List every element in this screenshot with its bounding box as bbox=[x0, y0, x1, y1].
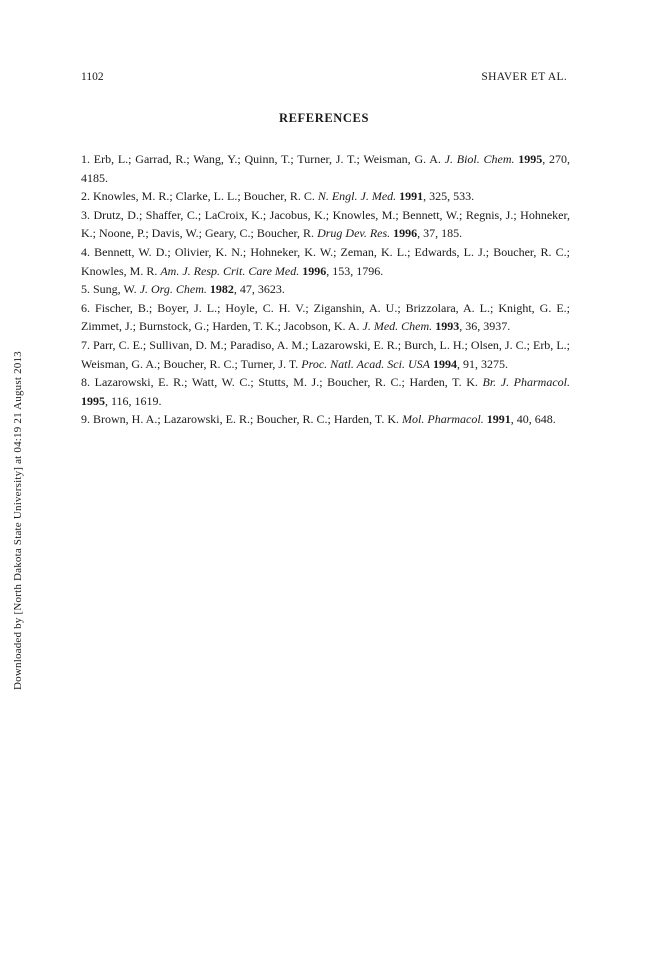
reference-authors: Knowles, M. R.; Clarke, L. L.; Boucher, R. C. bbox=[93, 189, 315, 204]
reference-item: 1. Erb, L.; Garrad, R.; Wang, Y.; Quinn, T.; Turner, J. T.; Weisman, G. A. J. Biol. Chem. 1995, 270, 4185. bbox=[81, 152, 571, 185]
reference-journal: Proc. Natl. Acad. Sci. USA bbox=[301, 356, 430, 371]
reference-item: 8. Lazarowski, E. R.; Watt, W. C.; Stutts, M. J.; Boucher, R. C.; Harden, T. K. Br. J. Pharmacol. 1995, 116, 1619. bbox=[81, 375, 571, 408]
reference-year: 1993 bbox=[435, 319, 460, 334]
reference-volume-pages: 153, 1796. bbox=[332, 263, 384, 278]
reference-number: 8 bbox=[81, 375, 87, 390]
reference-journal: N. Engl. J. Med. bbox=[317, 189, 397, 204]
reference-number: 5 bbox=[81, 282, 87, 297]
reference-number: 4 bbox=[81, 244, 87, 259]
reference-number: 7 bbox=[81, 337, 87, 352]
reference-authors: Parr, C. E.; Sullivan, D. M.; Paradiso, A. M.; Lazarowski, E. R.; Burch, L. H.; Olsen, J. C.; Erb, L.; Weisman, G. A.; Boucher, R. C.; Turner, J. T. bbox=[81, 337, 570, 371]
reference-journal: J. Biol. Chem. bbox=[444, 152, 515, 166]
reference-item: 9. Brown, H. A.; Lazarowski, E. R.; Boucher, R. C.; Harden, T. K. Mol. Pharmacol. 1991, 40, 648. bbox=[81, 412, 556, 427]
reference-volume-pages: 116, 1619. bbox=[111, 393, 162, 408]
reference-authors: Drutz, D.; Shaffer, C.; LaCroix, K.; Jacobus, K.; Knowles, M.; Bennett, W.; Regnis, J.; Hohneker, K.; Noone, P.; Davis, W.; Geary, C.; Boucher, R. bbox=[81, 207, 571, 241]
reference-year: 1995 bbox=[518, 152, 543, 166]
reference-list bbox=[81, 150, 570, 429]
section-title: REFERENCES bbox=[278, 111, 370, 125]
reference-year: 1996 bbox=[393, 226, 418, 241]
download-watermark: Downloaded by [North Dakota State University] at 04:19 21 August 2013 bbox=[12, 351, 24, 690]
reference-authors: Fischer, B.; Boyer, J. L.; Hoyle, C. H. V.; Ziganshin, A. U.; Brizzolara, A. L.; Knight, G. E.; Zimmet, J.; Burnstock, G.; Harden, T. K.; Jacobson, K. A. bbox=[81, 300, 570, 334]
reference-number: 6 bbox=[81, 300, 87, 315]
reference-volume-pages: 40, 648. bbox=[516, 412, 556, 427]
running-head: SHAVER ET AL. bbox=[481, 71, 567, 83]
reference-authors: Erb, L.; Garrad, R.; Wang, Y.; Quinn, T.; Turner, J. T.; Weisman, G. A. bbox=[93, 152, 441, 166]
reference-volume-pages: 325, 533. bbox=[429, 189, 475, 204]
reference-journal: Br. J. Pharmacol. bbox=[482, 375, 571, 390]
reference-year: 1994 bbox=[432, 356, 457, 371]
reference-item: 2. Knowles, M. R.; Clarke, L. L.; Boucher, R. C. N. Engl. J. Med. 1991, 325, 533. bbox=[81, 189, 475, 204]
reference-item: 7. Parr, C. E.; Sullivan, D. M.; Paradiso, A. M.; Lazarowski, E. R.; Burch, L. H.; Olsen, J. C.; Erb, L.; Weisman, G. A.; Boucher, R. C.; Turner, J. T. Proc. Natl. Acad. Sci. USA 1994, 91, 3275. bbox=[81, 337, 570, 371]
reference-journal: Am. J. Resp. Crit. Care Med. bbox=[160, 263, 300, 278]
reference-item: 4. Bennett, W. D.; Olivier, K. N.; Hohneker, K. W.; Zeman, K. L.; Edwards, L. J.; Boucher, R. C.; Knowles, M. R. Am. J. Resp. Crit. Care Med. 1996, 153, 1796. bbox=[81, 244, 570, 278]
reference-number: 2 bbox=[81, 189, 87, 204]
reference-journal: J. Org. Chem. bbox=[139, 282, 207, 297]
reference-journal: Mol. Pharmacol. bbox=[402, 412, 484, 427]
reference-journal: J. Med. Chem. bbox=[362, 319, 433, 334]
page-number: 1102 bbox=[81, 71, 104, 83]
reference-number: 3 bbox=[81, 207, 87, 222]
reference-year: 1995 bbox=[81, 393, 105, 408]
reference-year: 1991 bbox=[399, 189, 424, 204]
reference-item: 3. Drutz, D.; Shaffer, C.; LaCroix, K.; Jacobus, K.; Knowles, M.; Bennett, W.; Regnis, J.; Hohneker, K.; Noone, P.; Davis, W.; Geary, C.; Boucher, R. Drug Dev. Res. 1996, 37, 185. bbox=[81, 207, 571, 241]
reference-authors: Brown, H. A.; Lazarowski, E. R.; Boucher, R. C.; Harden, T. K. bbox=[93, 412, 400, 427]
reference-authors: Bennett, W. D.; Olivier, K. N.; Hohneker, K. W.; Zeman, K. L.; Edwards, L. J.; Boucher, R. C.; Knowles, M. R. bbox=[81, 244, 570, 278]
reference-year: 1996 bbox=[302, 263, 327, 278]
reference-journal: Drug Dev. Res. bbox=[317, 226, 391, 241]
reference-volume-pages: 36, 3937. bbox=[465, 319, 511, 334]
reference-item: 6. Fischer, B.; Boyer, J. L.; Hoyle, C. H. V.; Ziganshin, A. U.; Brizzolara, A. L.; Knight, G. E.; Zimmet, J.; Burnstock, G.; Harden, T. K.; Jacobson, K. A. J. Med. Chem. 1993, 36, 3937. bbox=[81, 300, 570, 334]
reference-number: 1 bbox=[81, 152, 87, 166]
reference-volume-pages: 270, 4185. bbox=[81, 152, 571, 185]
reference-item: 5. Sung, W. J. Org. Chem. 1982, 47, 3623. bbox=[81, 282, 285, 297]
reference-number: 9 bbox=[81, 412, 87, 427]
reference-volume-pages: 37, 185. bbox=[423, 226, 463, 241]
reference-volume-pages: 91, 3275. bbox=[462, 356, 508, 371]
reference-authors: Sung, W. bbox=[93, 282, 137, 297]
reference-volume-pages: 47, 3623. bbox=[239, 282, 285, 297]
reference-year: 1991 bbox=[486, 412, 511, 427]
reference-authors: Lazarowski, E. R.; Watt, W. C.; Stutts, M. J.; Boucher, R. C.; Harden, T. K. bbox=[94, 375, 478, 390]
reference-year: 1982 bbox=[209, 282, 234, 297]
